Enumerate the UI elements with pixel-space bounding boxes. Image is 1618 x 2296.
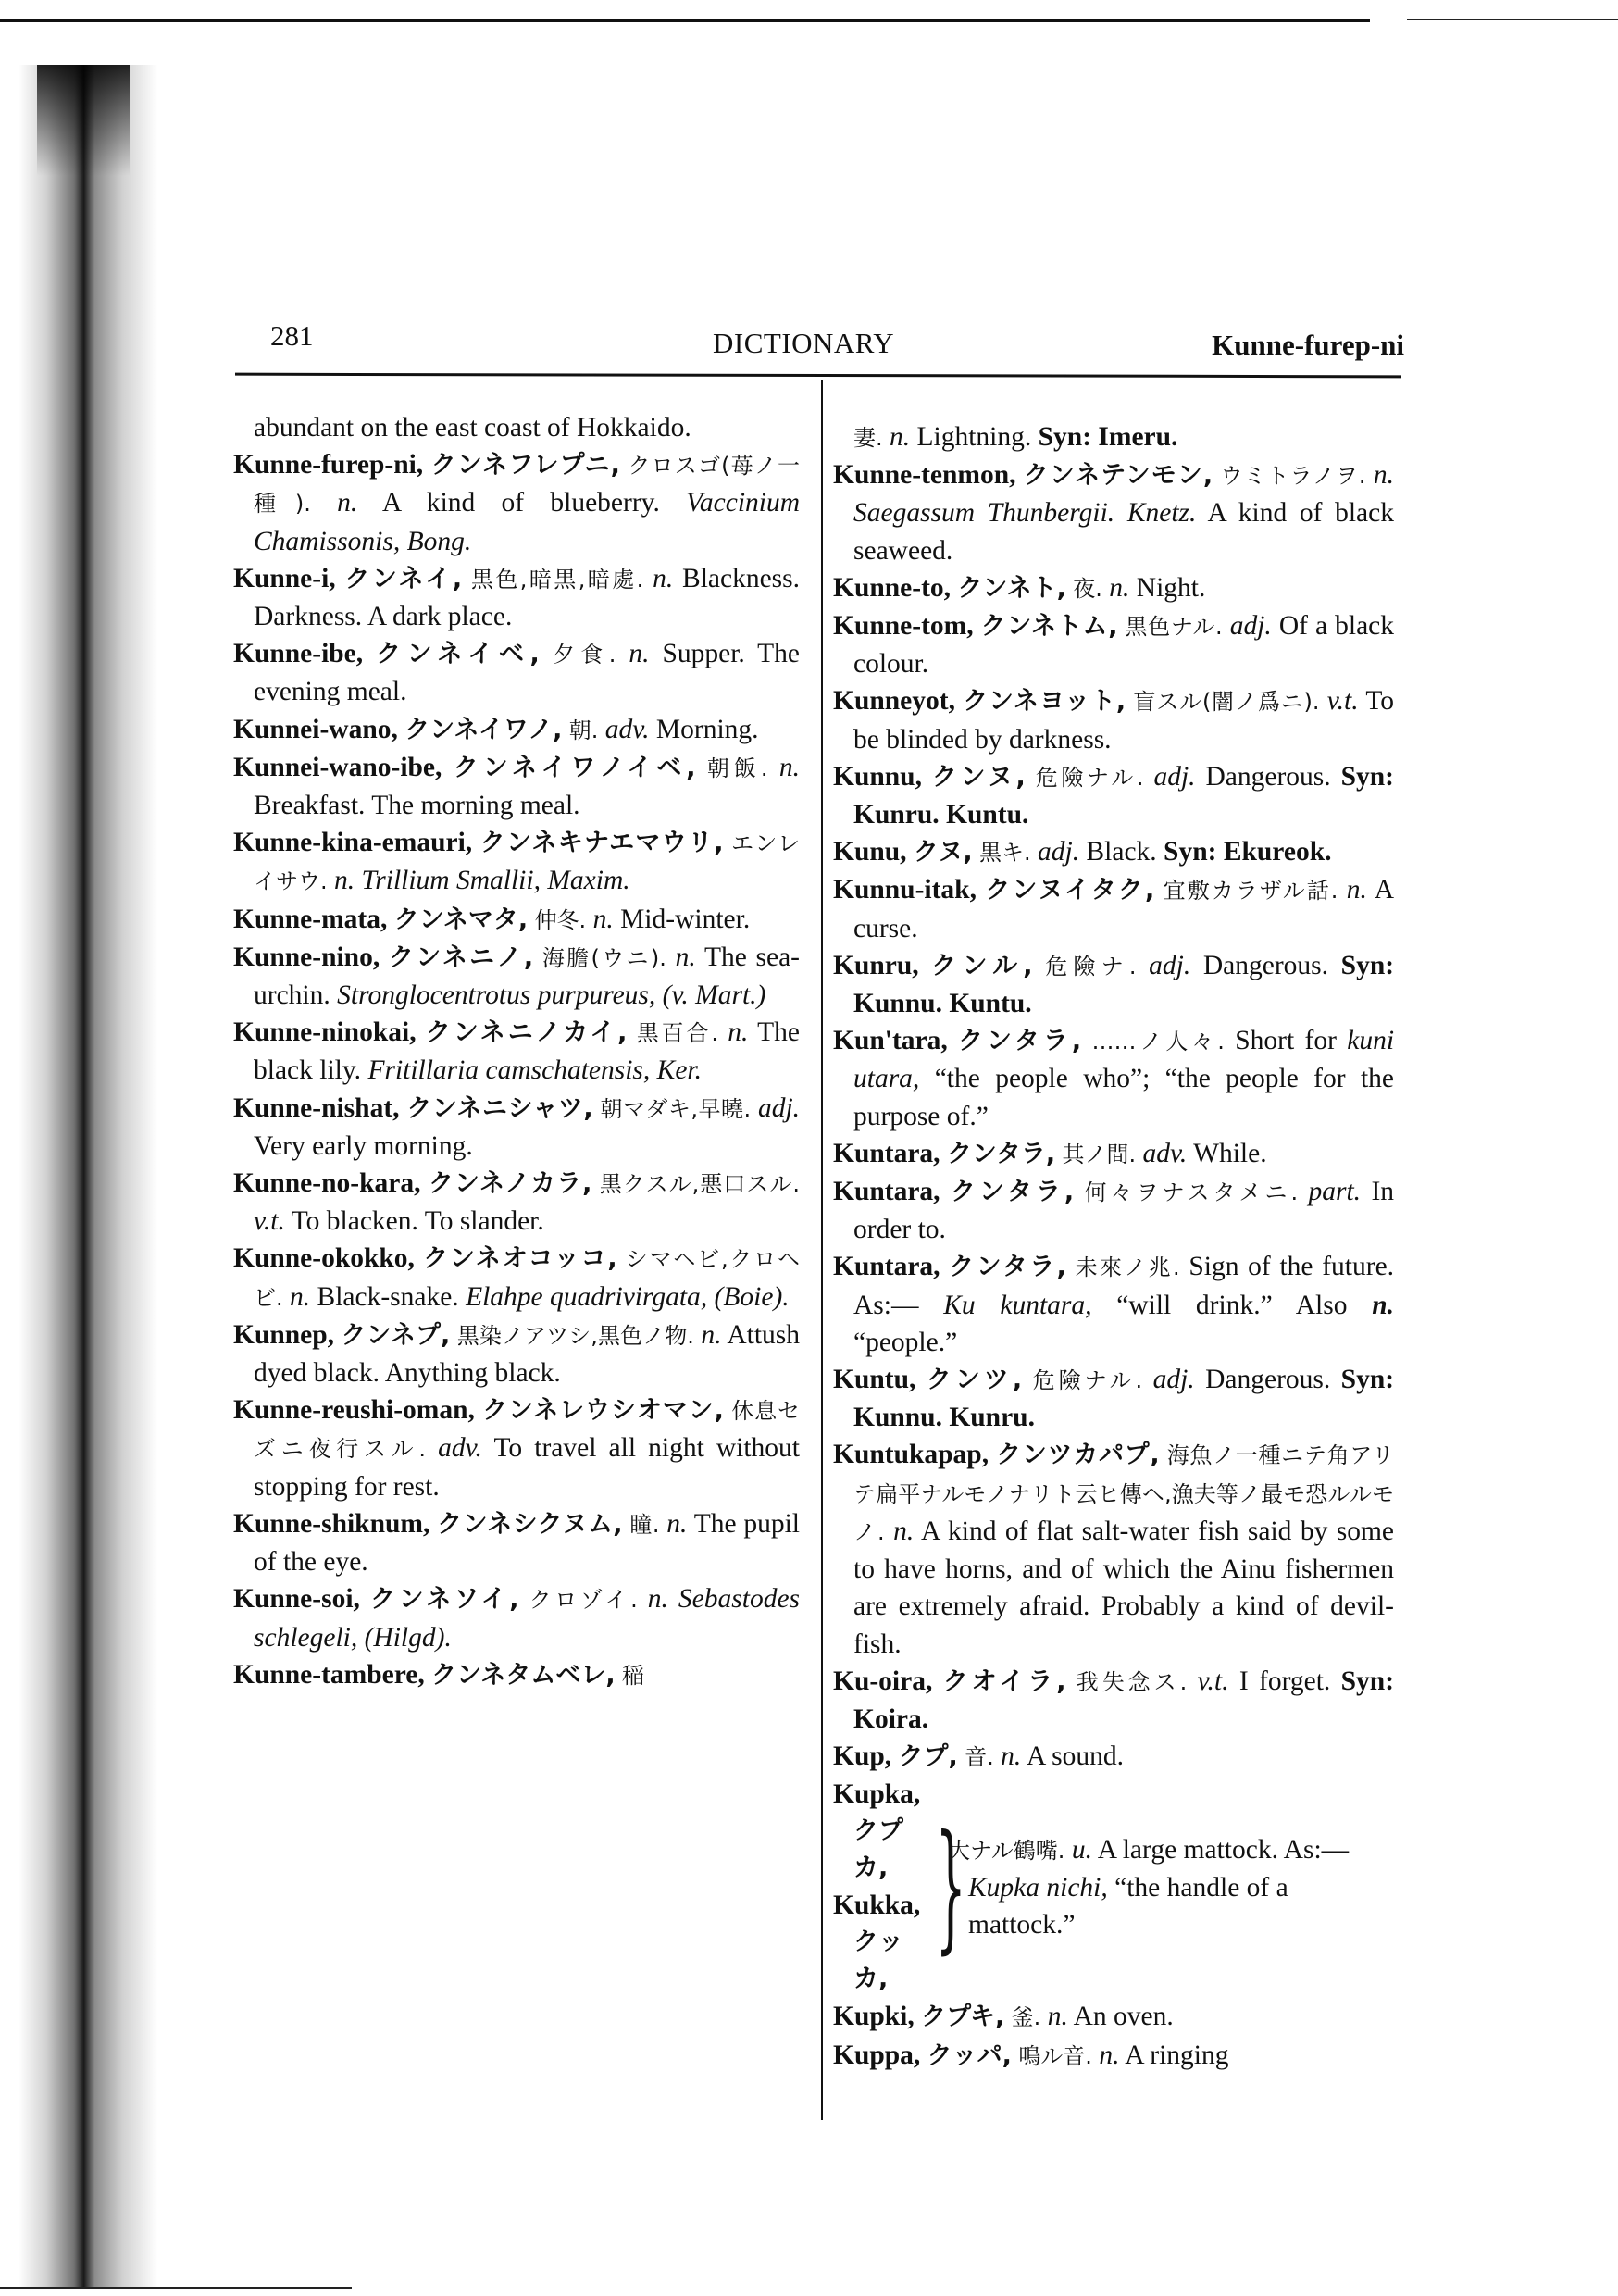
synonym: Imeru. [1098,422,1178,452]
headword: Kunu, [833,837,907,867]
japanese-gloss: 釜. [1011,2004,1041,2031]
part-of-speech: part. [1308,1177,1362,1207]
dictionary-entry [233,560,800,635]
synonym: Kunnu. Kuntu. [853,989,1032,1019]
headword: Kunne-tenmon, [833,460,1016,491]
japanese-gloss: 未來ノ兆. [1075,1254,1180,1281]
katakana-reading: クンル, [931,951,1033,980]
definition-text: Dangerous. [1205,1365,1331,1395]
definition-text: Sign of the future. As:— [853,1252,1395,1320]
katakana-reading: クンネニシャツ, [406,1093,593,1123]
katakana-reading: クプカ, [853,1816,903,1883]
katakana-reading: クンネヨット, [963,687,1126,717]
definition-text: Black-snake. [317,1281,459,1312]
japanese-gloss: 音. [965,1744,994,1771]
dictionary-entry [833,607,1394,682]
katakana-reading: クンネイワノイベ, [453,753,696,782]
headword: Kupka, [833,1779,921,1810]
headword: Kunne-tambere, [233,1659,425,1690]
katakana-reading: クンネト, [957,573,1066,603]
example-word: Kupka nichi, [968,1872,1108,1903]
japanese-gloss: 海膽(ウニ). [541,944,666,971]
dictionary-entry [233,939,800,1014]
scan-edge-top [0,19,1370,22]
definition-text: To blacken. To slander. [291,1206,544,1237]
japanese-gloss: シマヘビ,クロヘビ. [254,1246,801,1311]
headword: Kunne-soi, [233,1584,360,1615]
headword: Kuppa, [833,2040,921,2070]
headword: Kunnep, [233,1319,335,1350]
example-word: Ku kuntara, [943,1290,1092,1320]
headword: Kuntara, [833,1252,940,1282]
headword: Ku-oira, [833,1666,933,1696]
japanese-gloss: 黒百合. [636,1020,718,1047]
part-of-speech: n. [1047,2002,1068,2032]
headword: Kunne-i, [233,563,336,593]
katakana-reading: クンタラ, [946,1139,1056,1168]
scientific-name: Saegassum Thunbergii. Knetz. [853,498,1197,529]
dictionary-entry [833,758,1394,833]
scientific-name: Elahpe quadrivirgata, (Boie). [466,1281,790,1312]
part-of-speech: n. [701,1319,722,1350]
japanese-gloss: 朝マダキ,早曉. [600,1095,752,1122]
japanese-gloss: クロスゴ(苺ノ一種). [254,453,800,518]
definition-text: A kind of blueberry. [381,488,660,518]
dictionary-entry [833,1173,1394,1248]
japanese-gloss: エンレイサウ. [254,830,801,895]
katakana-reading: クンネテンモン, [1023,461,1214,491]
part-of-speech: n. [778,752,801,782]
part-of-speech: adj. [757,1092,801,1123]
part-of-speech: n. [890,422,911,452]
definition-text: Dangerous. [1202,950,1329,980]
part-of-speech: n. [1001,1741,1022,1772]
dictionary-entry [233,901,800,939]
definition-text: “people.” [853,1327,958,1357]
part-of-speech: n. [1372,1290,1394,1320]
katakana-reading: クプ, [898,1742,958,1772]
definition-text: To travel all night without stopping for rest. [254,1433,801,1502]
headword: Kunne-no-kara, [233,1168,421,1199]
japanese-gloss: 黒キ. [979,840,1031,867]
japanese-gloss: 鳴ル音. [1018,2042,1092,2069]
dictionary-entry [833,1135,1394,1173]
headword: Kunne-kina-emauri, [233,828,473,858]
headword: Kunnei-wano, [233,714,398,744]
dictionary-entry [233,1240,800,1316]
japanese-gloss: クロゾイ. [529,1587,638,1614]
katakana-reading: クンネトム, [980,612,1118,642]
column-divider [821,380,823,2120]
headword: Kunne-shiknum, [233,1508,430,1539]
japanese-gloss: 朝. [568,717,599,743]
katakana-reading: クンネイ, [344,564,463,593]
definition-paragraph [948,1831,1394,1944]
definition-text: Blackness. Darkness. A dark place. [254,563,801,632]
dictionary-entry [833,871,1394,946]
definition-text: Night. [1136,572,1206,603]
katakana-reading: クンヌイタク, [985,876,1155,905]
headword: Kuntukapap, [833,1440,989,1470]
definition-text: Of a black colour. [853,611,1395,680]
brace-symbol: } [935,1806,966,1968]
headword: Kunne-nishat, [233,1092,400,1123]
dictionary-entry [833,1998,1394,2036]
headword: Kunnu, [833,761,922,792]
japanese-gloss: 朝飯. [706,755,768,781]
definition-text: I forget. [1238,1666,1331,1696]
part-of-speech: adj. [1153,761,1196,792]
part-of-speech: n. [653,563,674,593]
definition-text: The pupil of the eye. [254,1508,801,1578]
headword: Kunne-ninokai, [233,1017,417,1048]
headword: Kunne-furep-ni, [233,450,424,480]
japanese-gloss: 危險ナ. [1045,953,1137,980]
japanese-gloss: ……ノ人々. [1091,1029,1225,1055]
definition-text: Dangerous. [1205,761,1331,792]
headword: Kunne-to, [833,572,952,603]
definition-text: A ringing [1125,2040,1229,2070]
dictionary-entry [833,418,1394,456]
page-title: DICTIONARY [713,327,895,359]
dictionary-entry [233,1656,800,1694]
dictionary-entry [233,711,800,749]
synonym-label: Syn: [1164,837,1217,867]
scan-edge-top-right [1407,19,1618,20]
katakana-reading: クオイラ, [942,1666,1066,1696]
scientific-name: Trillium Smallii, Maxim. [361,866,630,896]
katakana-reading: クンネニノ, [388,942,534,972]
headword: Kunne-tom, [833,611,974,642]
dictionary-entry [833,1022,1394,1135]
japanese-gloss: 海魚ノ一種ニテ角アリテ扁平ナルモノナリト云ヒ傳ヘ,漁夫等ノ最モ恐ルルモノ. [853,1442,1394,1545]
part-of-speech: n. [893,1516,915,1546]
dictionary-entry [833,947,1394,1022]
japanese-gloss: ウミトラノヲ. [1220,463,1366,490]
bracketed-entry [833,1776,1394,1998]
dictionary-entry [833,1738,1394,1776]
katakana-reading: クンタラ, [949,1253,1066,1282]
japanese-gloss: 危險ナル. [1032,1367,1143,1394]
headword: Kup, [833,1741,892,1772]
katakana-reading: クンネキナエマウリ, [479,829,724,858]
part-of-speech: n. [337,488,358,518]
synonym-label: Syn: [1038,422,1092,452]
dictionary-entry [833,1248,1394,1361]
katakana-reading: クンネタムベレ, [431,1660,616,1690]
header-rule [235,373,1401,379]
katakana-reading: クンネシクヌム, [437,1509,623,1539]
part-of-speech: n. [334,866,355,896]
book-gutter-shadow-top [37,65,130,176]
dictionary-entry [833,682,1394,757]
katakana-reading: クンネニノカイ, [425,1018,628,1048]
part-of-speech: adv. [438,1433,482,1464]
definition-text: The black lily. [254,1017,800,1086]
japanese-gloss: 瞳. [629,1511,660,1538]
headword: Kunnei-wano-ibe, [233,752,442,782]
headword: Kunne-okokko, [233,1243,415,1274]
synonym: Koira. [853,1703,929,1734]
definition-text: A kind of flat salt-water fish said by some to have horns, and of which the Ainu fishermen are extremely afraid. Probably a kind of devil-fish. [853,1516,1394,1659]
katakana-reading: クンネイワノ, [404,715,563,744]
definition-text: While. [1193,1138,1267,1168]
japanese-gloss: 宜敷カラザル話. [1163,878,1338,905]
katakana-reading: クンネソイ, [369,1585,519,1615]
definition-text: A kind of black seaweed. [853,498,1394,566]
synonym-label: Syn: [1340,1666,1395,1696]
entry-continuation [233,409,800,446]
synonym: Kunnu. Kunru. [853,1403,1035,1433]
synonym: Ekureok. [1223,837,1332,867]
definition-text: The sea-urchin. [254,942,801,1011]
dictionary-entry [233,749,800,824]
japanese-gloss: 盲スル(闇ノ爲ニ). [1133,689,1320,716]
definition-text: Supper. The evening meal. [254,639,801,707]
part-of-speech: n. [1373,460,1394,491]
katakana-reading: クンタラ, [958,1027,1082,1056]
headword: Kukka, [833,1890,921,1921]
right-column [833,418,1394,2075]
japanese-gloss: 稲 [621,1662,644,1689]
japanese-gloss: 我失念ス. [1076,1668,1188,1695]
katakana-reading: クンネレウシオマン, [482,1396,724,1426]
part-of-speech: adv. [604,714,650,744]
headword: Kuntu, [833,1365,916,1395]
katakana-reading: クンネノカラ, [428,1169,592,1199]
japanese-gloss: 黒染ノアツシ,黒色ノ物. [456,1322,694,1349]
japanese-gloss: 大ナル鶴嘴. [948,1837,1065,1864]
definition-text: Very early morning. [254,1130,473,1161]
japanese-gloss: 其ノ間. [1062,1141,1137,1167]
headword: Kupki, [833,2002,915,2032]
japanese-gloss: 夕食. [552,642,616,668]
definition-text: Short for [1235,1026,1337,1056]
definition-text: Morning. [655,714,759,744]
bracketed-definition [948,1831,1394,1944]
headword: Kunne-ibe, [233,639,364,669]
dictionary-entry [233,1505,800,1580]
running-head [270,319,1404,366]
japanese-gloss: 危險ナル. [1035,764,1144,791]
headword: Kunneyot, [833,686,955,717]
part-of-speech: n. [666,1508,688,1539]
katakana-reading: クッパ, [927,2040,1012,2070]
japanese-gloss: 黒クスル,悪口スル. [599,1171,801,1198]
dictionary-entry [833,1663,1394,1738]
left-column [233,409,800,1694]
japanese-gloss: 仲冬. [534,906,587,933]
katakana-reading: クンツ, [926,1366,1023,1395]
definition-text: Breakfast. The morning meal. [254,791,580,821]
japanese-gloss: 黒色ナル. [1125,614,1223,641]
japanese-gloss: 休息セズニ夜行スル. [254,1398,801,1463]
part-of-speech: adv. [1142,1138,1188,1168]
scan-edge-bottom [0,2287,352,2289]
definition-text: abundant on the east coast of Hokkaido. [254,413,691,443]
example-word: kuni utara, [853,1026,1395,1094]
part-of-speech: v.t. [254,1206,285,1237]
headword: Kunne-mata, [233,904,388,934]
japanese-gloss: 黒色,暗黒,暗處. [470,566,644,593]
definition-text: A sound. [1027,1741,1124,1772]
katakana-reading: クンタラ, [950,1178,1075,1207]
synonym-label: Syn: [1340,950,1395,980]
scientific-name: Stronglocentrotus purpureus, (v. Mart.) [337,980,766,1011]
definition-text: To be blinded by darkness. [853,686,1395,755]
dictionary-entry [833,1361,1394,1436]
definition-text: Lightning. [916,422,1032,452]
japanese-gloss: 何々ヲナスタメニ. [1084,1179,1299,1206]
katakana-reading: クンネオコッコ, [423,1244,617,1274]
headword: Kuntara, [833,1138,940,1168]
part-of-speech: n. [1099,2040,1120,2070]
scientific-name: Sebastodes schlegeli, (Hilgd). [254,1584,801,1653]
dictionary-entry [233,1391,800,1505]
dictionary-entry [833,456,1394,569]
definition-text: Mid-winter. [620,904,751,934]
headword: Kunru, [833,950,919,980]
part-of-speech: u. [1071,1834,1092,1865]
dictionary-entry [233,1316,800,1391]
katakana-reading: クンネマタ, [393,905,529,934]
dictionary-entry [233,824,800,900]
headword: Kunne-nino, [233,942,380,972]
dictionary-entry [233,446,800,560]
definition-text: In order to. [853,1177,1395,1245]
dictionary-entry [233,1580,800,1655]
part-of-speech: n. [647,1584,668,1615]
katakana-reading: クンツカパプ, [996,1441,1160,1470]
part-of-speech: adj. [1229,611,1272,642]
japanese-gloss: 夜. [1073,575,1102,602]
dictionary-entry [233,1165,800,1240]
headword: Kun'tara, [833,1026,948,1056]
dictionary-entry [233,635,800,710]
dictionary-entry [833,833,1394,871]
part-of-speech: v.t. [1326,686,1359,717]
definition-text: A large mattock. As:— [1097,1834,1350,1865]
definition-text: Black. [1086,837,1157,867]
synonym-label: Syn: [1340,1365,1395,1395]
dictionary-entry [833,2037,1394,2075]
katakana-reading: クンネフレプニ, [430,451,620,480]
part-of-speech: n. [629,639,650,669]
dictionary-entry [833,1436,1394,1662]
part-of-speech: n. [728,1017,749,1048]
definition-text: “the people who”; “the people for the purpose of.” [853,1064,1394,1131]
definition-text: “the handle of a mattock.” [968,1872,1288,1940]
book-gutter-shadow [19,65,157,2287]
definition-text: An oven. [1073,2002,1174,2032]
dictionary-entry [233,1014,800,1089]
katakana-reading: クンネプ, [341,1320,451,1350]
headword: Kunnu-itak, [833,875,977,905]
part-of-speech: adj. [1152,1365,1195,1395]
definition-text: A curse. [853,875,1395,943]
dictionary-entry [233,1090,800,1165]
katakana-reading: クンヌ, [931,762,1026,792]
katakana-reading: クッカ, [853,1928,903,1994]
part-of-speech: adj. [1038,837,1080,867]
katakana-reading: クプキ, [921,2003,1005,2032]
dictionary-entry [833,569,1394,607]
synonym: Kunru. Kuntu. [853,800,1029,830]
part-of-speech: n. [592,904,614,934]
katakana-reading: クンネイベ, [376,640,540,669]
bracketed-headwords [833,1776,933,1998]
headword: Kuntara, [833,1177,940,1207]
katakana-reading: クヌ, [913,838,973,867]
synonym-label: Syn: [1340,761,1394,792]
part-of-speech: v.t. [1197,1666,1229,1696]
part-of-speech: n. [290,1281,311,1312]
part-of-speech: n. [1109,572,1130,603]
headword: Kunne-reushi-oman, [233,1395,475,1426]
scientific-name: Vaccinium Chamissonis, Bong. [254,488,801,556]
scientific-name: Fritillaria camschatensis, Ker. [367,1055,702,1086]
japanese-gloss: 妻. [853,425,883,451]
part-of-speech: n. [1346,875,1367,905]
page-number: 281 [270,319,314,352]
definition-text: Attush dyed black. Anything black. [254,1319,801,1389]
definition-text: “will drink.” Also [1116,1290,1348,1320]
part-of-speech: n. [675,942,696,972]
part-of-speech: adj. [1149,950,1191,980]
guide-word: Kunne-furep-ni [1212,329,1404,361]
